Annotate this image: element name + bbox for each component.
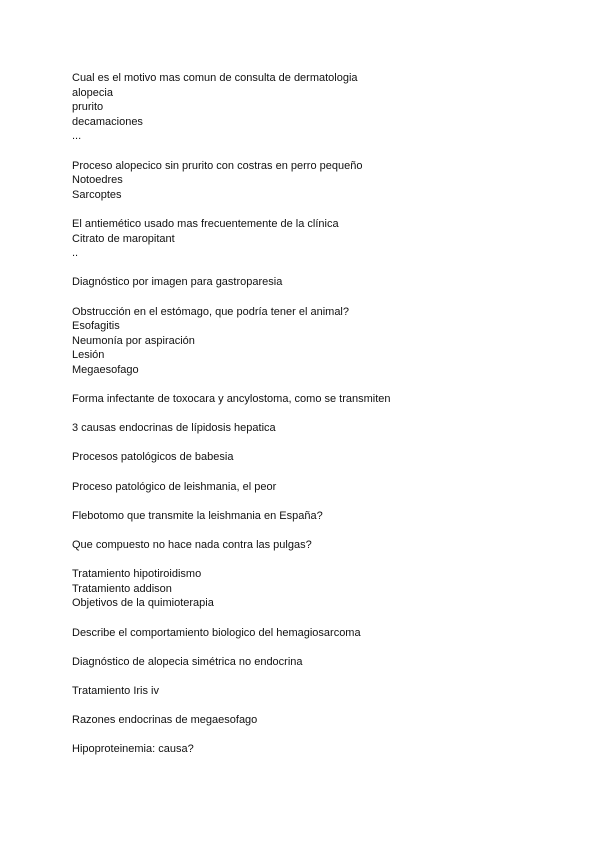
question-text: Procesos patológicos de babesia <box>72 451 234 464</box>
question-text: Razones endocrinas de megaesofago <box>72 714 258 727</box>
question-text: Tratamiento Iris iv <box>72 684 160 697</box>
answer-option: Megaesofago <box>72 363 139 376</box>
question-text: Proceso patológico de leishmania, el peor <box>72 480 277 493</box>
question-block <box>72 392 552 407</box>
answer-option: .. <box>72 247 79 260</box>
question-text: Describe el comportamiento biologico del hemagiosarcoma <box>72 626 361 639</box>
question-block <box>72 159 552 203</box>
question-text: El antiemético usado mas frecuentemente de la clínica <box>72 217 339 230</box>
question-text: Tratamiento hipotiroidismo <box>72 568 202 581</box>
answer-option: Citrato de maropitant <box>72 232 175 245</box>
answer-option: Esofagitis <box>72 320 120 333</box>
answer-option: decamaciones <box>72 115 143 128</box>
question-text: Cual es el motivo mas comun de consulta de dermatologia <box>72 72 358 84</box>
question-block <box>72 626 552 641</box>
question-text: Flebotomo que transmite la leishmania en España? <box>72 509 323 522</box>
answer-option: alopecia <box>72 86 113 99</box>
question-block <box>72 305 552 378</box>
question-block <box>72 217 552 261</box>
question-text: Tratamiento addison <box>72 582 172 595</box>
question-text: Obstrucción en el estómago, que podría tener el animal? <box>72 305 349 318</box>
question-text: 3 causas endocrinas de lípidosis hepatica <box>72 422 276 435</box>
question-block <box>72 450 552 465</box>
question-text: Forma infectante de toxocara y ancylostoma, como se transmiten <box>72 393 391 406</box>
question-block <box>72 567 552 611</box>
question-block <box>72 275 552 290</box>
answer-option: Notoedres <box>72 174 123 187</box>
question-block <box>72 480 552 495</box>
question-block <box>72 421 552 436</box>
question-text: Diagnóstico de alopecia simétrica no endocrina <box>72 655 303 668</box>
answer-option: Lesión <box>72 349 105 362</box>
question-text: Diagnóstico por imagen para gastroparesia <box>72 276 283 289</box>
question-text: Hipoproteinemia: causa? <box>72 743 194 756</box>
question-block <box>72 538 552 553</box>
question-block <box>72 713 552 728</box>
question-block <box>72 71 552 144</box>
question-text: Que compuesto no hace nada contra las pulgas? <box>72 539 312 551</box>
question-text: Objetivos de la quimioterapia <box>72 597 214 610</box>
answer-option: Sarcoptes <box>72 188 122 201</box>
question-block <box>72 509 552 524</box>
answer-option: Neumonía por aspiración <box>72 334 195 347</box>
question-block <box>72 684 552 699</box>
question-text: Proceso alopecico sin prurito con costras en perro pequeño <box>72 159 363 172</box>
answer-option: prurito <box>72 101 104 114</box>
document-content <box>72 71 552 772</box>
question-block <box>72 742 552 757</box>
answer-option: ... <box>72 130 82 143</box>
question-block <box>72 655 552 670</box>
